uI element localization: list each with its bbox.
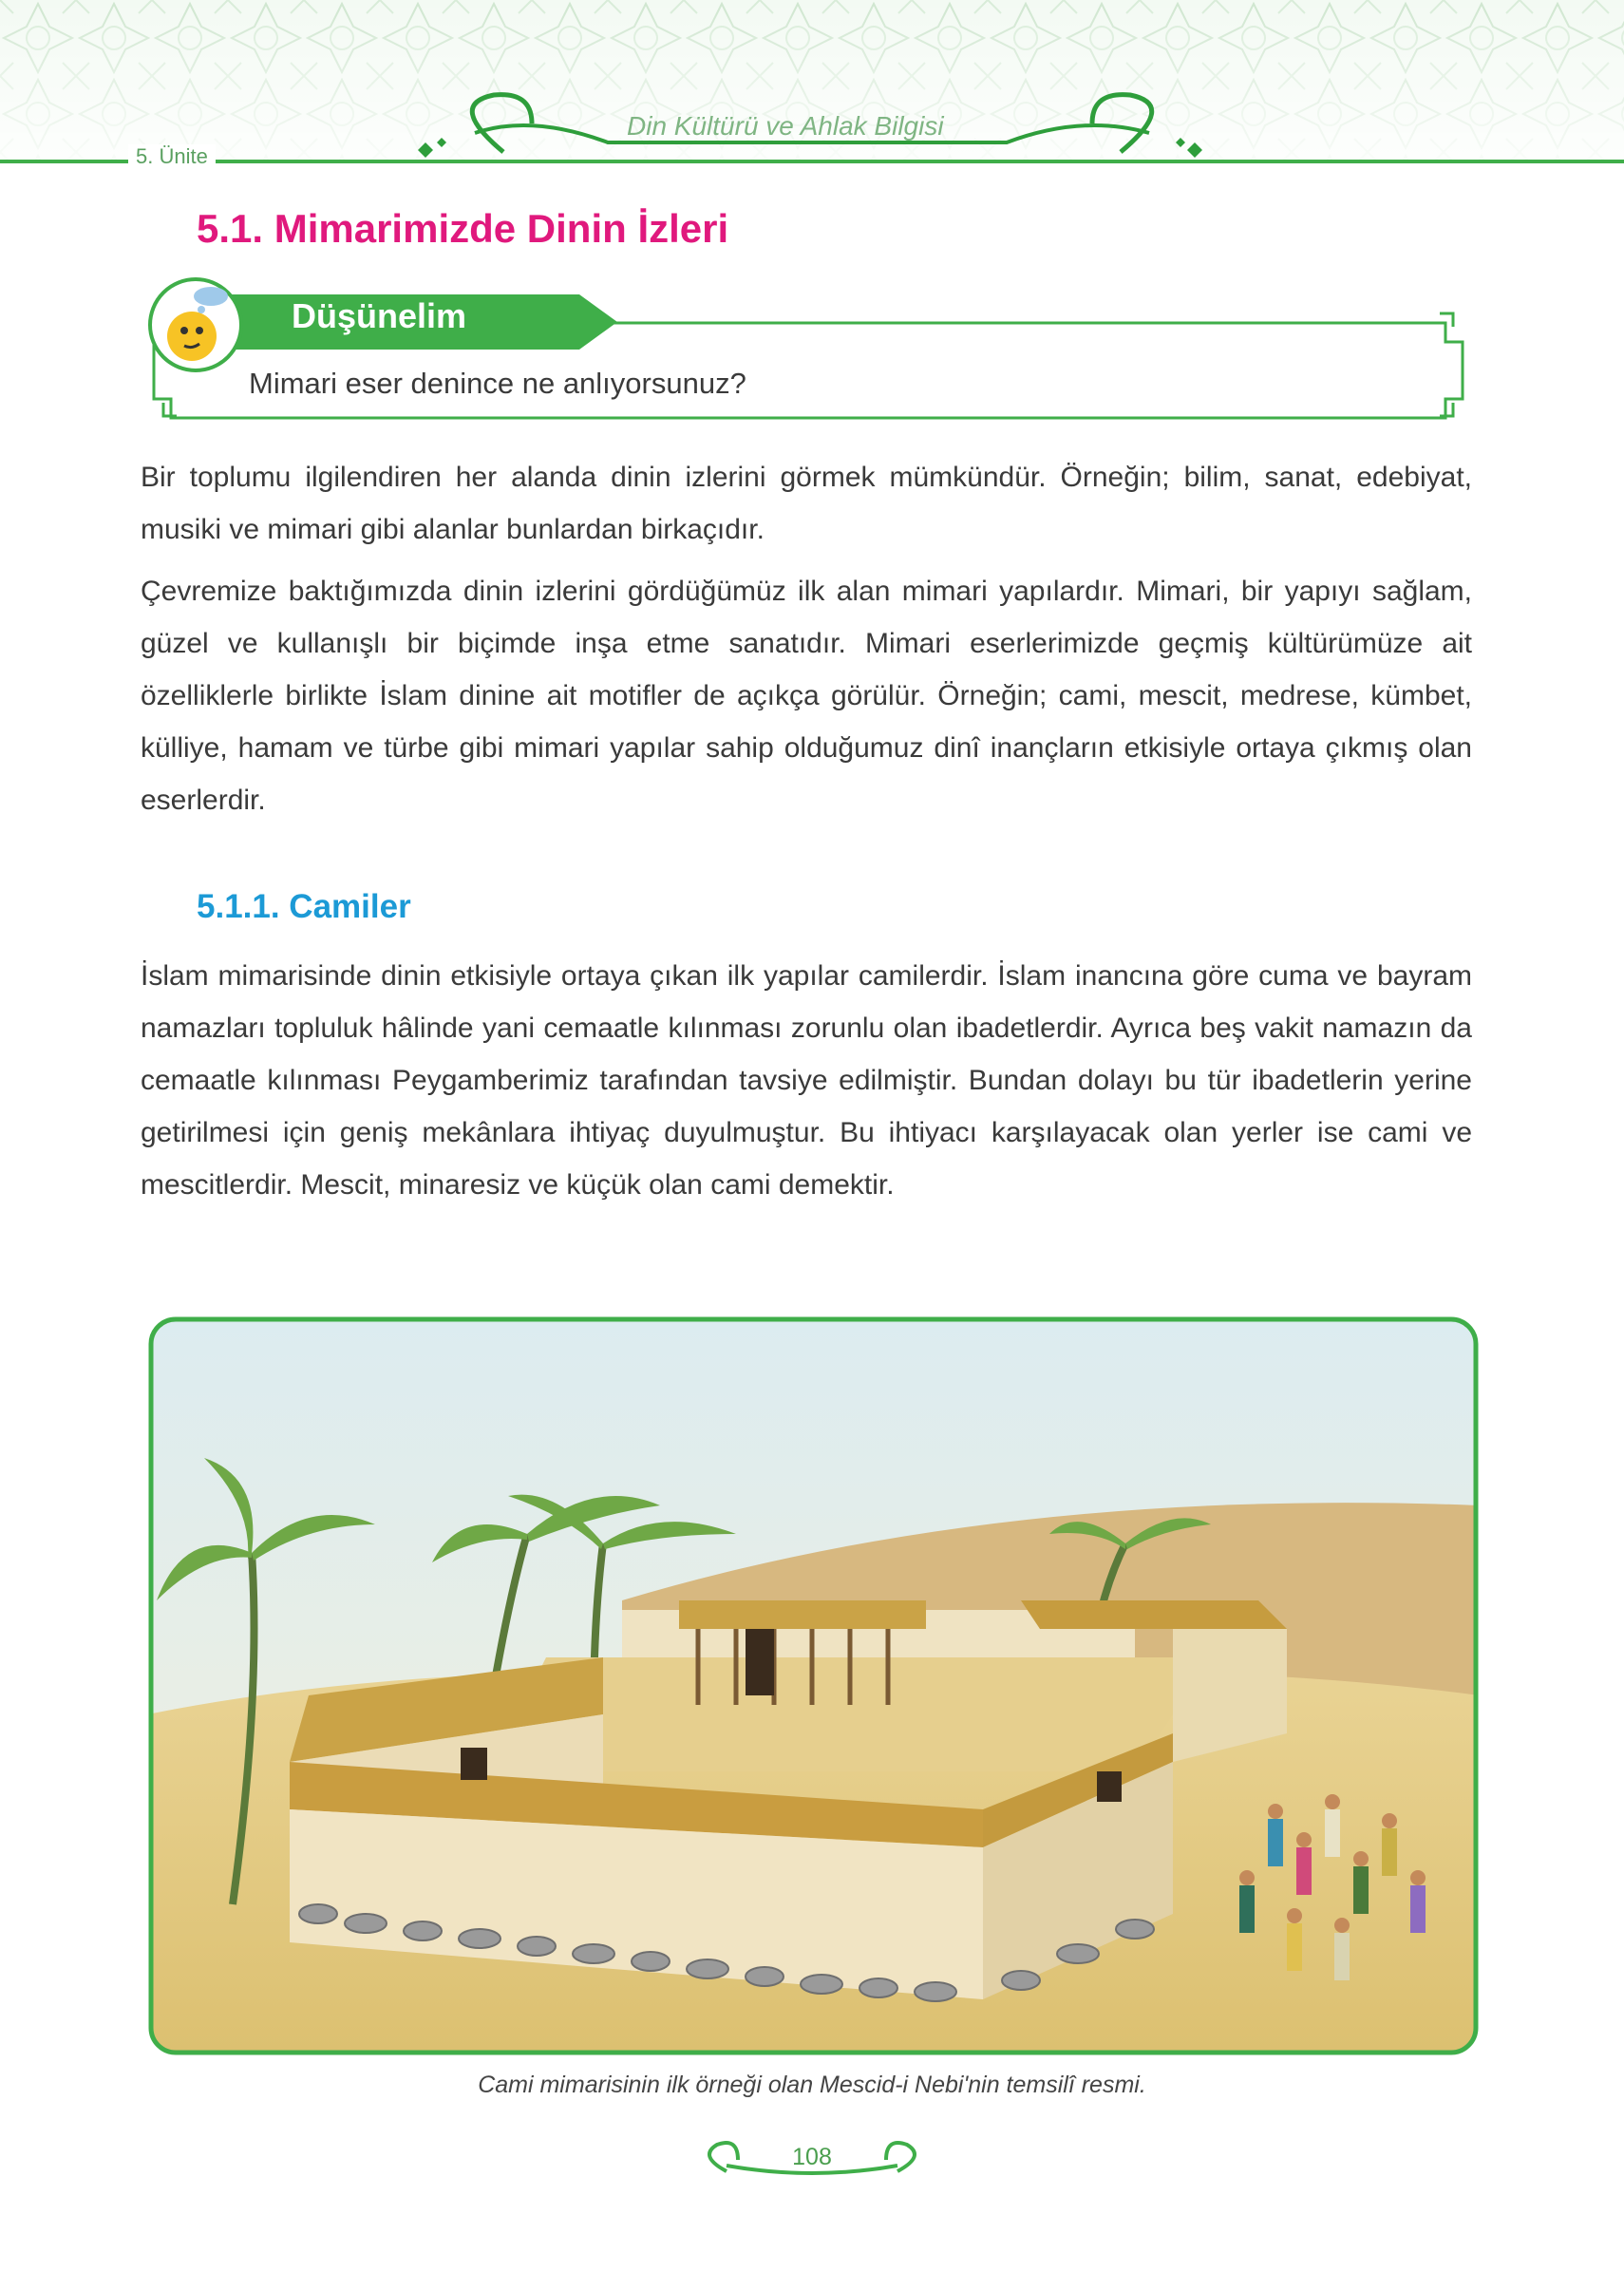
section-title: 5.1. Mimarimizde Dinin İzleri (197, 206, 729, 251)
think-box (142, 285, 1474, 426)
header-rule (0, 160, 1624, 163)
mosque-illustration (147, 1315, 1480, 2056)
book-title: Din Kültürü ve Ahlak Bilgisi (627, 111, 944, 141)
thinking-face-icon (142, 270, 249, 376)
think-question: Mimari eser denince ne anlıyorsunuz? (249, 367, 746, 400)
think-label: Düşünelim (292, 296, 467, 335)
paragraph-mosques: İslam mimarisinde dinin etkisiyle ortaya çıkan ilk yapılar camilerdir. İslam inancına göre cuma ve bayram namazları topluluk hâlinde yani cemaatle kılınması zorunlu olan ibadetlerdir. Ayrıca beş vakit namazın da cemaatle kılınması Peygamberimiz tarafından tavsiye edilmiştir. Bundan dolayı bu tür ibadetlerin yerine getirilmesi için geniş mekânlara ihtiyaç duyulmuştur. Bu ihtiyacı karşılayacak olan yerler ise cami ve mescitlerdir. Mescit, minaresiz ve küçük olan cami demektir. (141, 960, 1472, 1201)
unit-label: 5. Ünite (128, 144, 216, 169)
subsection-title: 5.1.1. Camiler (197, 888, 411, 925)
figure-caption: Cami mimarisinin ilk örneği olan Mescid-i Nebi'nin temsilî resmi. (478, 2072, 1146, 2098)
paragraph-architecture: Çevremize baktığımızda dinin izlerini gördüğümüz ilk alan mimari yapılardır. Mimari, bir yapıyı sağlam, güzel ve kullanışlı bir biçimde inşa etme sanatıdır. Mimari eserlerimizde geçmiş kültürümüze ait özelliklerle birlikte İslam dinine ait motifler de açıkça görülür. Örneğin; cami, mescit, medrese, kümbet, külliye, hamam ve türbe gibi mimari yapılar sahip olduğumuz dinî inançların etkisiyle ortaya çıkmış olan eserlerdir. (141, 576, 1472, 816)
page-header (0, 0, 1624, 190)
paragraph-intro: Bir toplumu ilgilendiren her alanda dinin izlerini görmek mümkündür. Örneğin; bilim, sanat, edebiyat, musiki ve mimari gibi alanlar bunlardan birkaçıdır. (141, 462, 1472, 545)
page-number: 108 (792, 2144, 832, 2170)
